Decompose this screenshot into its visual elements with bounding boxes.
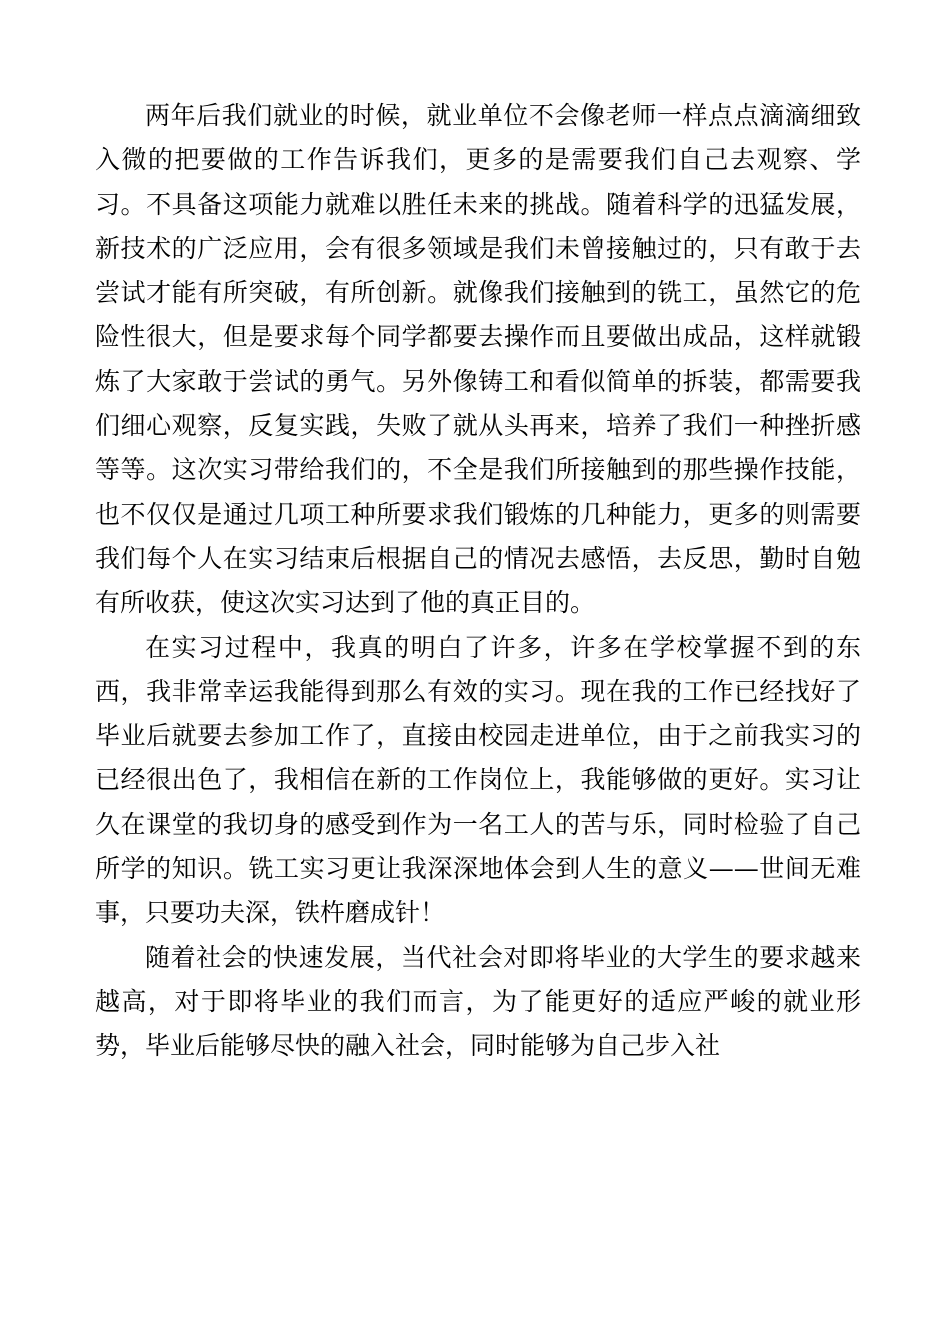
paragraph-3: 随着社会的快速发展，当代社会对即将毕业的大学生的要求越来越高，对于即将毕业的我们而言，为了能更好的适应严峻的就业形势，毕业后能够尽快的融入社会，同时能够为自己步入社 [95, 942, 861, 1061]
document-body [95, 94, 861, 1069]
paragraph-2: 在实习过程中，我真的明白了许多，许多在学校掌握不到的东西，我非常幸运我能得到那么有效的实习。现在我的工作已经找好了毕业后就要去参加工作了，直接由校园走进单位，由于之前我实习的已经很出色了，我相信在新的工作岗位上，我能够做的更好。实习让久在课堂的我切身的感受到作为一名工人的苦与乐，同时检验了自己所学的知识。铣工实习更让我深深地体会到人生的意义——世间无难事，只要功夫深，铁杵磨成针！ [95, 632, 861, 928]
paragraph-1: 两年后我们就业的时候，就业单位不会像老师一样点点滴滴细致入微的把要做的工作告诉我们，更多的是需要我们自己去观察、学习。不具备这项能力就难以胜任未来的挑战。随着科学的迅猛发展，新技术的广泛应用，会有很多领域是我们未曾接触过的，只有敢于去尝试才能有所突破，有所创新。就像我们接触到的铣工，虽然它的危险性很大，但是要求每个同学都要去操作而且要做出成品，这样就锻炼了大家敢于尝试的勇气。另外像铸工和看似简单的拆装，都需要我们细心观察，反复实践，失败了就从头再来，培养了我们一种挫折感等等。这次实习带给我们的，不全是我们所接触到的那些操作技能，也不仅仅是通过几项工种所要求我们锻炼的几种能力，更多的则需要我们每个人在实习结束后根据自己的情况去感悟，去反思，勤时自勉有所收获，使这次实习达到了他的真正目的。 [95, 101, 861, 618]
